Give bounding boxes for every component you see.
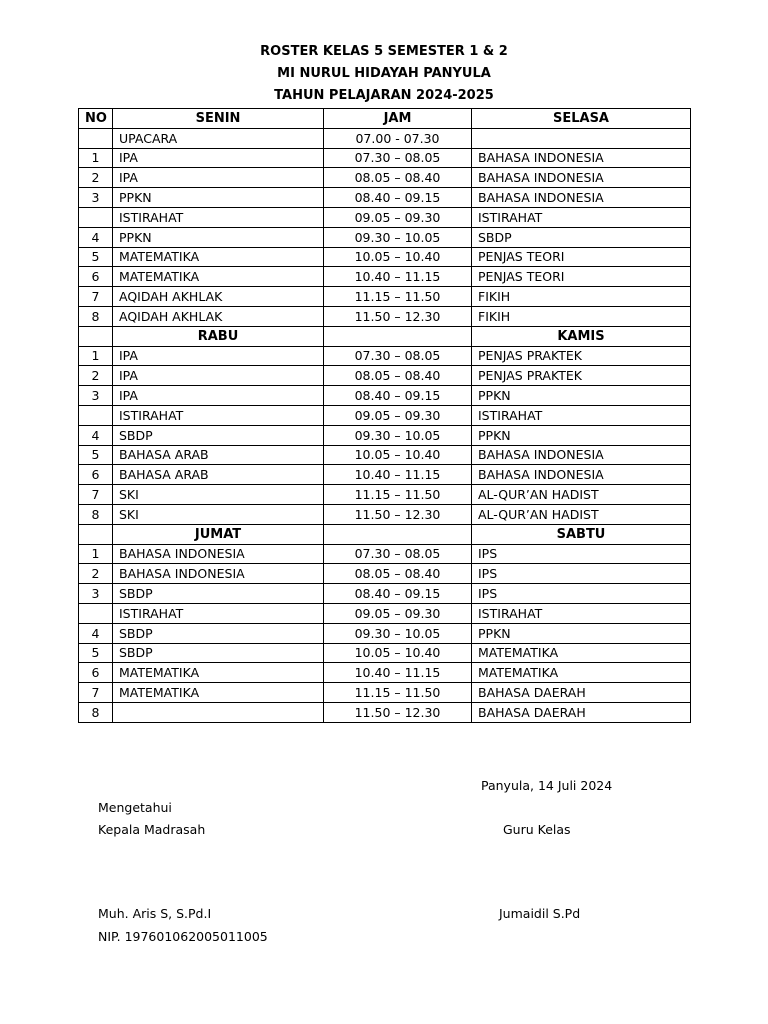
heading-day-right: SABTU <box>472 524 691 544</box>
subject-left: BAHASA ARAB <box>113 445 324 465</box>
subject-left: IPA <box>113 366 324 386</box>
period-number: 7 <box>79 683 113 703</box>
table-row <box>79 346 691 366</box>
subject-left: SBDP <box>113 425 324 445</box>
table-row <box>79 207 691 227</box>
period-number: 2 <box>79 366 113 386</box>
subject-right: BAHASA DAERAH <box>472 683 691 703</box>
time-slot: 07.00 - 07.30 <box>324 128 472 148</box>
subject-right: PPKN <box>472 425 691 445</box>
table-row <box>79 702 691 722</box>
subject-right: ISTIRAHAT <box>472 603 691 623</box>
table-row <box>79 445 691 465</box>
table-row <box>79 584 691 604</box>
time-slot: 11.50 – 12.30 <box>324 702 472 722</box>
subject-left: MATEMATIKA <box>113 247 324 267</box>
subject-right: FIKIH <box>472 306 691 326</box>
period-number: 4 <box>79 227 113 247</box>
period-number: 8 <box>79 306 113 326</box>
subject-left: PPKN <box>113 188 324 208</box>
subject-right: BAHASA INDONESIA <box>472 148 691 168</box>
subject-right: ISTIRAHAT <box>472 405 691 425</box>
time-slot: 11.50 – 12.30 <box>324 504 472 524</box>
subject-left: IPA <box>113 148 324 168</box>
period-number: 2 <box>79 564 113 584</box>
period-number: 4 <box>79 623 113 643</box>
subject-left: SBDP <box>113 643 324 663</box>
subject-left: MATEMATIKA <box>113 663 324 683</box>
table-row <box>79 425 691 445</box>
headmaster-nip: NIP. 197601062005011005 <box>98 929 268 944</box>
subject-right: PPKN <box>472 623 691 643</box>
subject-right: PENJAS PRAKTEK <box>472 366 691 386</box>
subject-right: BAHASA INDONESIA <box>472 188 691 208</box>
subject-left: BAHASA ARAB <box>113 465 324 485</box>
subject-left: BAHASA INDONESIA <box>113 564 324 584</box>
acknowledged-label: Mengetahui <box>98 800 172 815</box>
subject-right: PENJAS TEORI <box>472 267 691 287</box>
time-slot: 09.05 – 09.30 <box>324 603 472 623</box>
period-number: 5 <box>79 643 113 663</box>
table-row <box>79 544 691 564</box>
academic-year: TAHUN PELAJARAN 2024-2025 <box>274 88 494 103</box>
subject-right: BAHASA DAERAH <box>472 702 691 722</box>
period-number <box>79 207 113 227</box>
header-day-selasa: SELASA <box>472 109 691 129</box>
subject-left: PPKN <box>113 227 324 247</box>
subject-right <box>472 128 691 148</box>
subject-left: AQIDAH AKHLAK <box>113 306 324 326</box>
time-slot: 07.30 – 08.05 <box>324 346 472 366</box>
period-number: 2 <box>79 168 113 188</box>
subject-left: IPA <box>113 168 324 188</box>
subject-right: IPS <box>472 584 691 604</box>
subject-left: IPA <box>113 386 324 406</box>
subject-left: ISTIRAHAT <box>113 603 324 623</box>
place-date: Panyula, 14 Juli 2024 <box>481 778 613 793</box>
period-number: 6 <box>79 663 113 683</box>
subject-right: AL-QUR’AN HADIST <box>472 485 691 505</box>
heading-no-cell <box>79 326 113 346</box>
table-row <box>79 623 691 643</box>
document-title: ROSTER KELAS 5 SEMESTER 1 & 2 <box>260 44 508 59</box>
time-slot: 10.40 – 11.15 <box>324 663 472 683</box>
table-row <box>79 366 691 386</box>
table-row <box>79 564 691 584</box>
subject-left: IPA <box>113 346 324 366</box>
table-row <box>79 603 691 623</box>
subject-right: ISTIRAHAT <box>472 207 691 227</box>
subject-right: MATEMATIKA <box>472 663 691 683</box>
period-number: 5 <box>79 445 113 465</box>
time-slot: 09.05 – 09.30 <box>324 207 472 227</box>
header-row <box>79 109 691 129</box>
subject-right: BAHASA INDONESIA <box>472 465 691 485</box>
table-row <box>79 663 691 683</box>
subject-left <box>113 702 324 722</box>
period-number: 8 <box>79 702 113 722</box>
period-number: 3 <box>79 188 113 208</box>
teacher-name: Jumaidil S.Pd <box>499 906 581 921</box>
subject-right: SBDP <box>472 227 691 247</box>
subject-right: AL-QUR’AN HADIST <box>472 504 691 524</box>
period-number: 1 <box>79 148 113 168</box>
time-slot: 09.30 – 10.05 <box>324 227 472 247</box>
time-slot: 10.40 – 11.15 <box>324 465 472 485</box>
time-slot: 07.30 – 08.05 <box>324 544 472 564</box>
time-slot: 11.15 – 11.50 <box>324 485 472 505</box>
time-slot: 08.05 – 08.40 <box>324 366 472 386</box>
period-number <box>79 128 113 148</box>
table-row <box>79 247 691 267</box>
table-row <box>79 485 691 505</box>
time-slot: 08.40 – 09.15 <box>324 188 472 208</box>
period-number: 1 <box>79 346 113 366</box>
table-row <box>79 504 691 524</box>
subject-left: MATEMATIKA <box>113 683 324 703</box>
subject-right: PPKN <box>472 386 691 406</box>
headmaster-role: Kepala Madrasah <box>98 822 206 837</box>
time-slot: 10.05 – 10.40 <box>324 247 472 267</box>
time-slot: 11.15 – 11.50 <box>324 287 472 307</box>
period-number: 7 <box>79 287 113 307</box>
headmaster-name: Muh. Aris S, S.Pd.I <box>98 906 212 921</box>
time-slot: 09.30 – 10.05 <box>324 425 472 445</box>
table-row <box>79 287 691 307</box>
period-number: 4 <box>79 425 113 445</box>
heading-jam-cell <box>324 326 472 346</box>
subject-right: BAHASA INDONESIA <box>472 168 691 188</box>
period-number: 6 <box>79 465 113 485</box>
time-slot: 10.05 – 10.40 <box>324 445 472 465</box>
period-number: 8 <box>79 504 113 524</box>
subject-left: ISTIRAHAT <box>113 405 324 425</box>
subject-left: UPACARA <box>113 128 324 148</box>
subject-left: SBDP <box>113 623 324 643</box>
time-slot: 08.05 – 08.40 <box>324 564 472 584</box>
time-slot: 11.50 – 12.30 <box>324 306 472 326</box>
table-row <box>79 128 691 148</box>
heading-no-cell <box>79 524 113 544</box>
subject-left: SBDP <box>113 584 324 604</box>
period-number: 7 <box>79 485 113 505</box>
table-row <box>79 267 691 287</box>
period-number <box>79 603 113 623</box>
table-row <box>79 643 691 663</box>
subject-left: AQIDAH AKHLAK <box>113 287 324 307</box>
table-row <box>79 148 691 168</box>
heading-day-left: RABU <box>113 326 324 346</box>
time-slot: 07.30 – 08.05 <box>324 148 472 168</box>
roster-body <box>79 109 691 723</box>
subject-left: SKI <box>113 485 324 505</box>
school-name: MI NURUL HIDAYAH PANYULA <box>277 66 491 81</box>
table-row <box>79 306 691 326</box>
roster-table <box>78 108 691 723</box>
subject-right: PENJAS TEORI <box>472 247 691 267</box>
header-no: NO <box>79 109 113 129</box>
subject-left: SKI <box>113 504 324 524</box>
table-row <box>79 405 691 425</box>
subject-right: BAHASA INDONESIA <box>472 445 691 465</box>
time-slot: 10.05 – 10.40 <box>324 643 472 663</box>
period-number: 1 <box>79 544 113 564</box>
heading-jam-cell <box>324 524 472 544</box>
time-slot: 11.15 – 11.50 <box>324 683 472 703</box>
time-slot: 08.05 – 08.40 <box>324 168 472 188</box>
table-row <box>79 465 691 485</box>
table-row <box>79 683 691 703</box>
subject-right: PENJAS PRAKTEK <box>472 346 691 366</box>
period-number: 5 <box>79 247 113 267</box>
table-row <box>79 386 691 406</box>
period-number: 3 <box>79 584 113 604</box>
time-slot: 08.40 – 09.15 <box>324 386 472 406</box>
subject-left: ISTIRAHAT <box>113 207 324 227</box>
subject-right: IPS <box>472 544 691 564</box>
time-slot: 09.30 – 10.05 <box>324 623 472 643</box>
heading-day-right: KAMIS <box>472 326 691 346</box>
time-slot: 08.40 – 09.15 <box>324 584 472 604</box>
table-row <box>79 227 691 247</box>
period-number <box>79 405 113 425</box>
table-row <box>79 188 691 208</box>
header-jam: JAM <box>324 109 472 129</box>
teacher-role: Guru Kelas <box>503 822 571 837</box>
subject-left: BAHASA INDONESIA <box>113 544 324 564</box>
subject-right: MATEMATIKA <box>472 643 691 663</box>
subject-right: FIKIH <box>472 287 691 307</box>
time-slot: 09.05 – 09.30 <box>324 405 472 425</box>
header-day-senin: SENIN <box>113 109 324 129</box>
table-row <box>79 168 691 188</box>
heading-day-left: JUMAT <box>113 524 324 544</box>
day-heading-row <box>79 524 691 544</box>
time-slot: 10.40 – 11.15 <box>324 267 472 287</box>
day-heading-row <box>79 326 691 346</box>
subject-right: IPS <box>472 564 691 584</box>
subject-left: MATEMATIKA <box>113 267 324 287</box>
period-number: 6 <box>79 267 113 287</box>
period-number: 3 <box>79 386 113 406</box>
